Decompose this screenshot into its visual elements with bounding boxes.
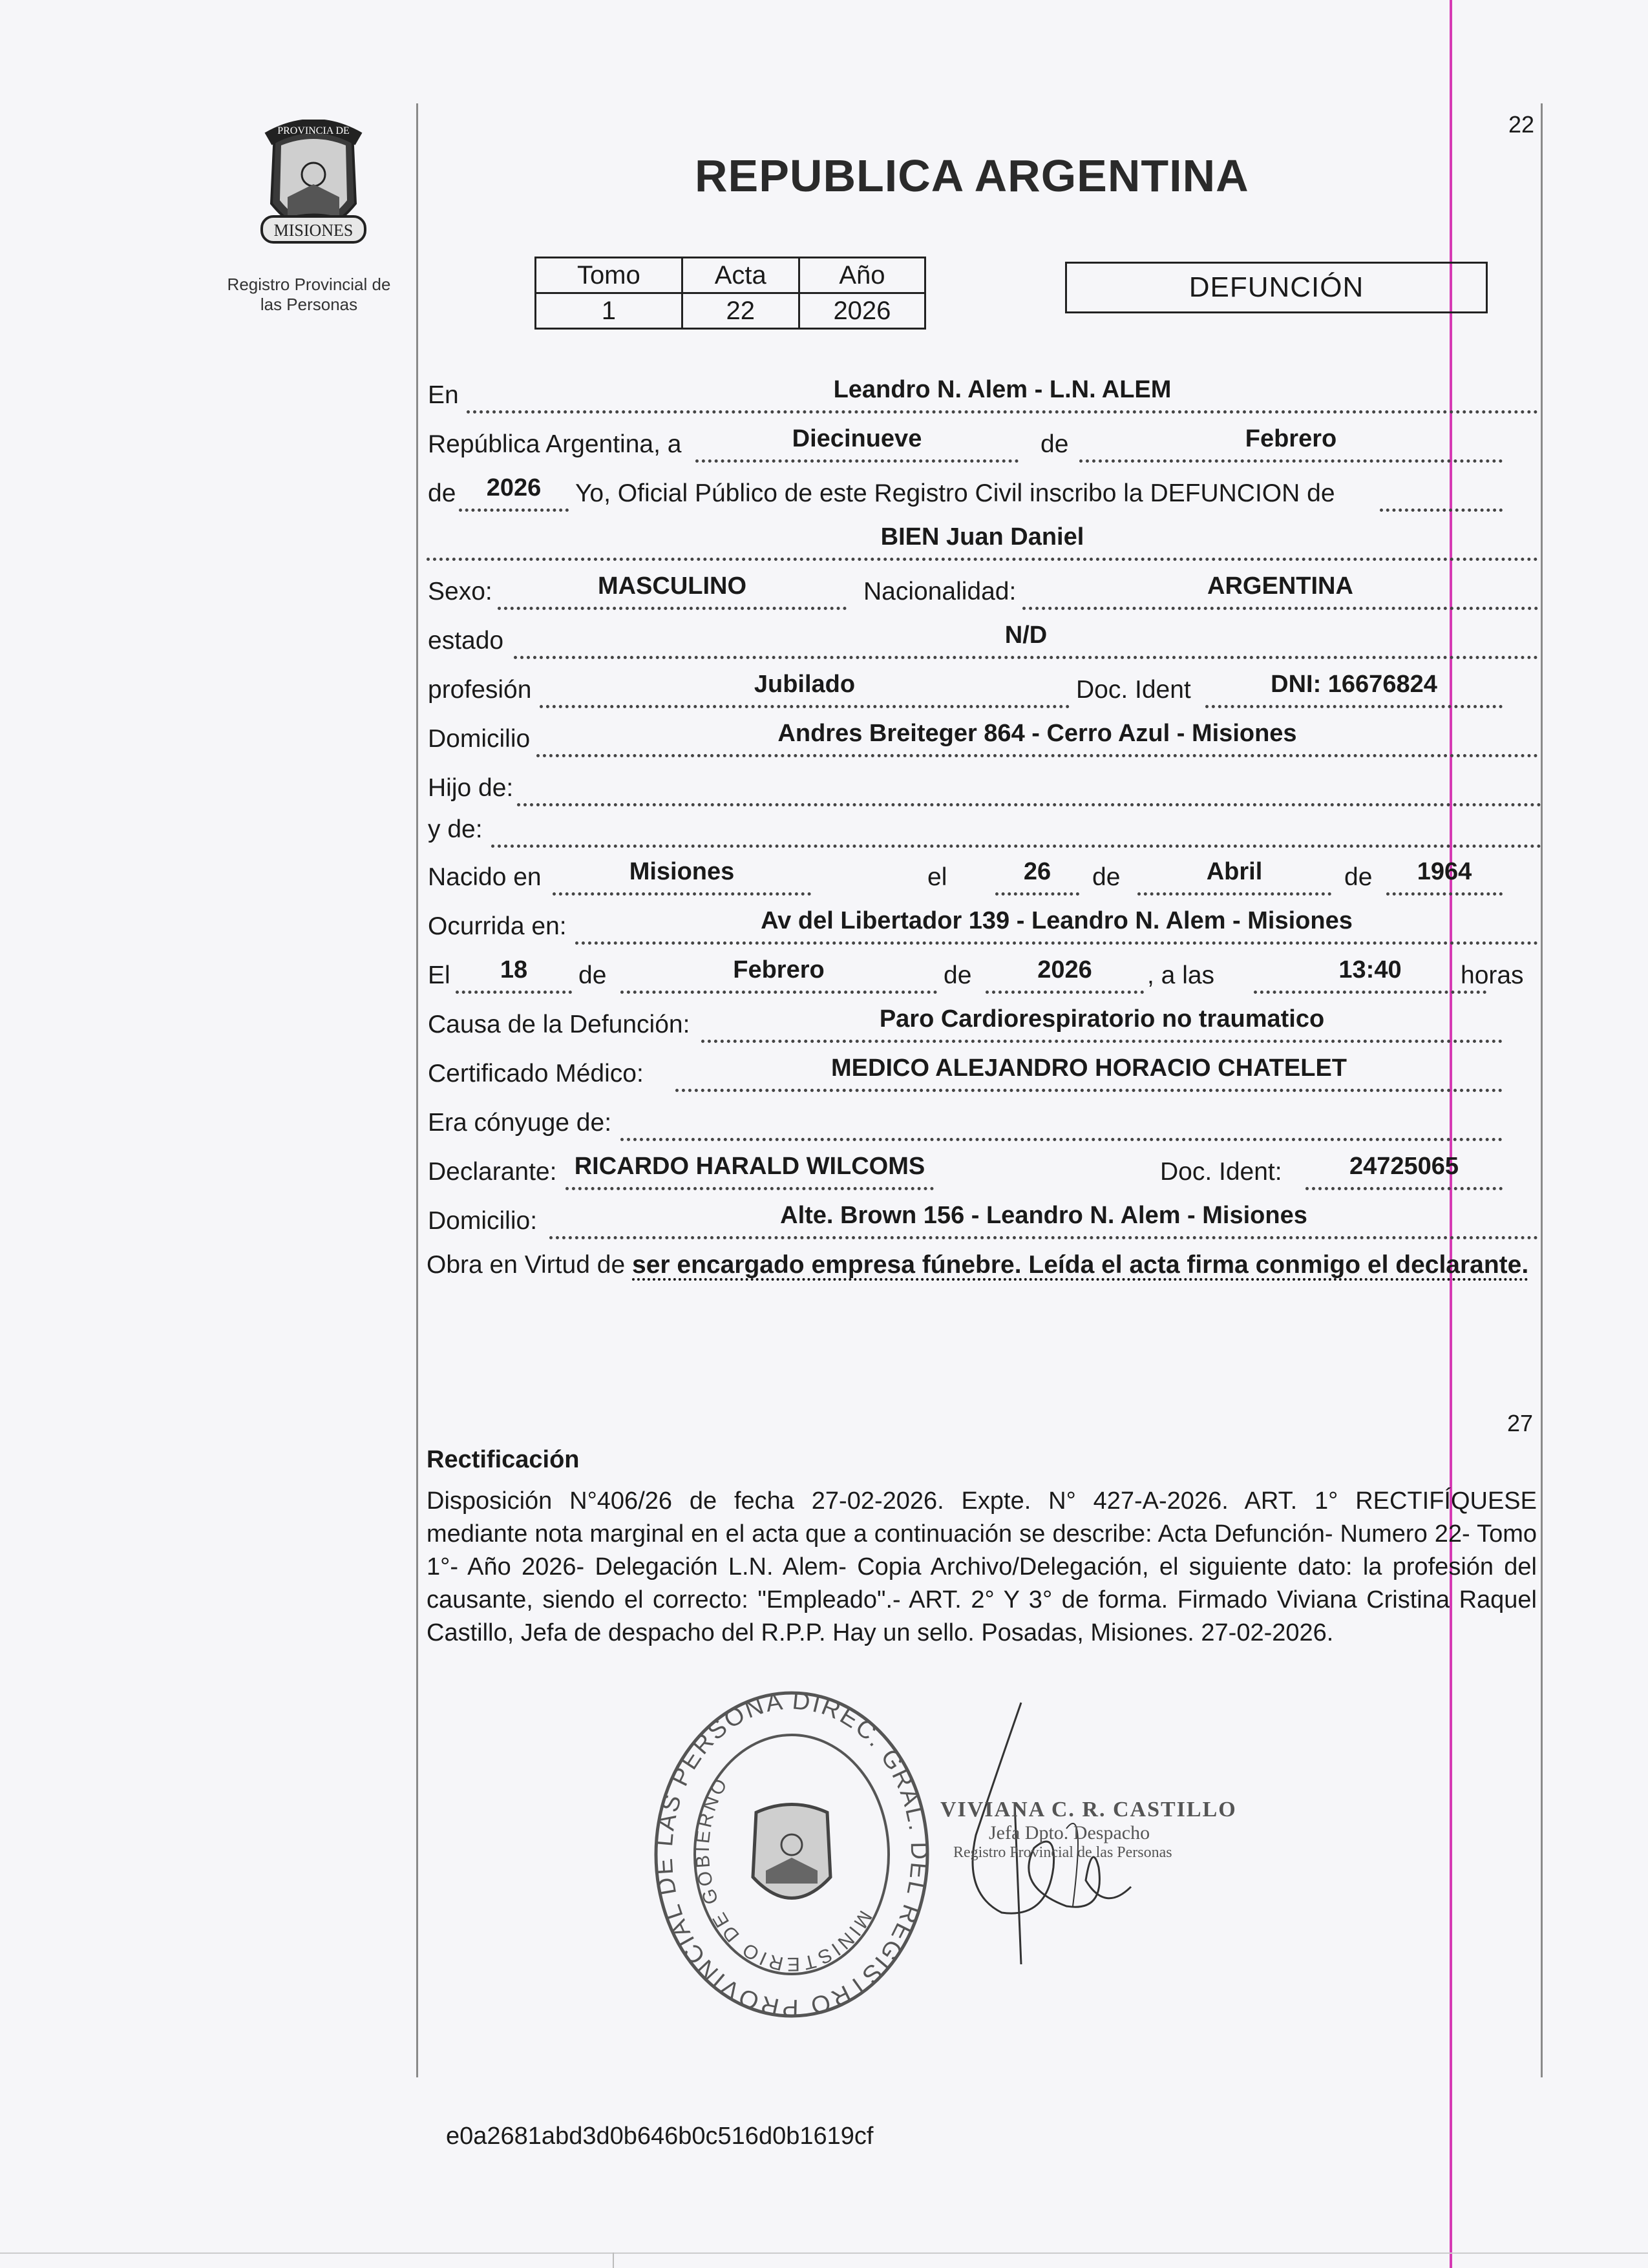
obra-label: Obra en Virtud de — [427, 1251, 626, 1279]
horas-label: horas — [1461, 961, 1524, 989]
nacido-label: Nacido en — [428, 863, 542, 891]
row-declarante — [427, 1151, 1538, 1190]
nac-mes-field — [1137, 855, 1331, 896]
doc-value: DNI: 16676824 — [1271, 671, 1437, 698]
profesion-label: profesión — [428, 676, 532, 704]
nacionalidad-field — [1022, 569, 1538, 610]
alas-label: , a las — [1147, 961, 1215, 989]
certificado-label: Certificado Médico: — [428, 1060, 644, 1087]
estado-value: N/D — [1004, 622, 1048, 649]
declarante-label: Declarante: — [428, 1158, 557, 1186]
el-label: el — [927, 863, 947, 891]
decl-doc-field — [1305, 1150, 1503, 1190]
anio-act-value: 2026 — [486, 474, 542, 501]
acta-header: Acta — [682, 258, 799, 293]
nombre-field — [427, 520, 1538, 561]
registry-name-line2: las Personas — [260, 295, 358, 314]
oficial-text: Yo, Oficial Público de este Registro Civil inscribo la DEFUNCION de — [575, 479, 1335, 507]
fall-anio-field — [986, 953, 1144, 994]
registry-name-line1: Registro Provincial de — [227, 275, 391, 294]
row-yde — [427, 809, 1538, 848]
declarante-value: RICARDO HARALD WILCOMS — [574, 1153, 925, 1180]
hijo-label: Hijo de: — [428, 774, 514, 802]
dia-field — [695, 422, 1019, 463]
fall-dia-field — [456, 953, 572, 994]
right-border-line — [1541, 103, 1543, 2077]
certificado-field — [675, 1051, 1503, 1092]
official-seal — [646, 1683, 937, 2019]
estado-field — [514, 618, 1538, 659]
anio-header: Año — [799, 258, 925, 293]
signature-stamp — [940, 1798, 1276, 1862]
obra-text: ser encargado empresa fúnebre. Leída el acta firma conmigo el declarante. — [632, 1251, 1529, 1279]
rectificacion-title: Rectificación — [427, 1446, 580, 1473]
conyuge-label: Era cónyuge de: — [428, 1109, 612, 1137]
de2-label: de — [428, 479, 456, 507]
nac-mes-value: Abril — [1206, 858, 1263, 885]
fall-dia-value: 18 — [500, 956, 528, 983]
nacido-lugar-value: Misiones — [629, 858, 735, 885]
left-border-line — [416, 103, 418, 2077]
lugar-field — [467, 373, 1538, 414]
obra-paragraph — [427, 1247, 1537, 1283]
act-type-box: DEFUNCIÓN — [1065, 262, 1488, 313]
nacionalidad-label: Nacionalidad: — [863, 578, 1017, 605]
domicilio-field — [536, 717, 1538, 757]
de1-label: de — [1041, 430, 1069, 458]
domicilio-value: Andres Breiteger 864 - Cerro Azul - Misiones — [777, 720, 1297, 747]
row-hijo — [427, 768, 1538, 806]
nacionalidad-value: ARGENTINA — [1207, 572, 1353, 600]
de5-label: de — [578, 961, 607, 989]
row-ocurrida — [427, 906, 1538, 945]
sexo-field — [498, 569, 847, 610]
en-label: En — [428, 381, 459, 409]
hijo-field — [517, 766, 1541, 806]
bottom-edge-line — [0, 2252, 1648, 2254]
act-id-table — [534, 257, 926, 330]
doc-field — [1205, 667, 1503, 708]
logo-text-top: PROVINCIA DE — [277, 125, 350, 136]
nac-dia-field — [995, 855, 1079, 896]
page-title: REPUBLICA ARGENTINA — [695, 151, 1249, 201]
declarante-field — [565, 1150, 934, 1190]
republica-label: República Argentina, a — [428, 430, 682, 458]
domicilio-label: Domicilio — [428, 725, 531, 753]
profesion-value: Jubilado — [754, 671, 856, 698]
seal-outer-text: DIREC. GRAL. DEL REGISTRO PROVINCIAL DE LAS PERSONA — [650, 1687, 933, 2019]
de4-label: de — [1344, 863, 1373, 891]
logo-text-bottom: MISIONES — [273, 221, 354, 240]
decl-dom-field — [549, 1199, 1538, 1239]
nac-anio-value: 1964 — [1417, 858, 1472, 885]
estado-label: estado — [428, 627, 504, 655]
rectificacion-page-number: 27 — [1507, 1410, 1534, 1436]
anio-value: 2026 — [799, 293, 925, 329]
sexo-label: Sexo: — [428, 578, 492, 605]
row-lugar — [427, 375, 1538, 414]
registry-name — [206, 275, 412, 315]
ocurrida-label: Ocurrida en: — [428, 912, 567, 940]
province-logo — [249, 120, 378, 258]
rectificacion-text: Disposición N°406/26 de fecha 27-02-2026. Expte. N° 427-A-2026. ART. 1° RECTIFÍQUESE mediante nota marginal en el acta que a continuación se describe: Acta Defunción- Numero 22- Tomo 1°- Año 2026- Delegación L.N. Alem- Copia Archivo/Delegación, el siguiente dato: la profesión del causante, siendo el correcto: "Empleado".- ART. 2° Y 3° de forma. Firmado Viviana Cristina Raquel Castillo, Jefa de despacho del R.P.P. Hay un sello. Posadas, Misiones. 27-02-2026. — [427, 1487, 1537, 1646]
row-profesion — [427, 669, 1538, 708]
dia-value: Diecinueve — [792, 425, 922, 452]
nombre-value: BIEN Juan Daniel — [880, 523, 1084, 551]
causa-value: Paro Cardiorespiratorio no traumatico — [879, 1005, 1325, 1033]
fall-mes-field — [620, 953, 937, 994]
fall-mes-value: Febrero — [733, 956, 825, 983]
certificado-value: MEDICO ALEJANDRO HORACIO CHATELET — [831, 1055, 1347, 1082]
anio-field — [459, 471, 569, 512]
row-fallecimiento — [427, 955, 1538, 994]
nac-dia-value: 26 — [1023, 858, 1051, 885]
row-nombre — [427, 522, 1538, 561]
decl-dom-label: Domicilio: — [428, 1207, 538, 1235]
stamp-line3: Registro Provincial de las Personas — [953, 1844, 1172, 1861]
ocurrida-field — [575, 904, 1538, 945]
row-causa — [427, 1004, 1538, 1043]
lugar-value: Leandro N. Alem - L.N. ALEM — [833, 376, 1172, 403]
acta-value: 22 — [682, 293, 799, 329]
stamp-line2: Jefa Dpto. Despacho — [989, 1822, 1150, 1843]
page-number: 22 — [1508, 111, 1535, 138]
bottom-edge-tick — [613, 2252, 614, 2268]
causa-field — [701, 1002, 1503, 1043]
decl-doc-label: Doc. Ident: — [1160, 1158, 1282, 1186]
row-nacido — [427, 857, 1538, 896]
de6-label: de — [944, 961, 972, 989]
tomo-value: 1 — [536, 293, 682, 329]
row-decl-domicilio — [427, 1201, 1538, 1239]
row-domicilio — [427, 719, 1538, 757]
mes-field — [1079, 422, 1503, 463]
fall-anio-value: 2026 — [1037, 956, 1092, 983]
conyuge-field — [620, 1100, 1503, 1141]
sexo-value: MASCULINO — [597, 572, 747, 600]
de3-label: de — [1092, 863, 1121, 891]
row-sexo — [427, 571, 1538, 610]
row-estado — [427, 620, 1538, 659]
row-anio — [427, 473, 1538, 512]
oficial-tail-field — [1380, 471, 1503, 512]
nac-anio-field — [1386, 855, 1503, 896]
tomo-header: Tomo — [536, 258, 682, 293]
causa-label: Causa de la Defunción: — [428, 1011, 690, 1038]
row-certificado — [427, 1053, 1538, 1092]
mes-value: Febrero — [1245, 425, 1337, 452]
decl-dom-value: Alte. Brown 156 - Leandro N. Alem - Misiones — [780, 1202, 1307, 1229]
nacido-lugar-field — [553, 855, 811, 896]
yde-field — [491, 807, 1541, 848]
profesion-field — [540, 667, 1070, 708]
hora-field — [1254, 953, 1486, 994]
ocurrida-value: Av del Libertador 139 - Leandro N. Alem - Misiones — [761, 907, 1353, 934]
seal-inner-text: MINISTERIO DE GOBIERNO — [692, 1773, 876, 1975]
document-hash: e0a2681abd3d0b646b0c516d0b1619cf — [446, 2123, 874, 2150]
doc-label: Doc. Ident — [1076, 676, 1191, 704]
hora-value: 13:40 — [1338, 956, 1402, 983]
row-fecha — [427, 424, 1538, 463]
stamp-line1: VIVIANA C. R. CASTILLO — [940, 1798, 1237, 1822]
decl-doc-value: 24725065 — [1349, 1153, 1459, 1180]
yde-label: y de: — [428, 815, 483, 843]
row-conyuge — [427, 1102, 1538, 1141]
el2-label: El — [428, 961, 450, 989]
